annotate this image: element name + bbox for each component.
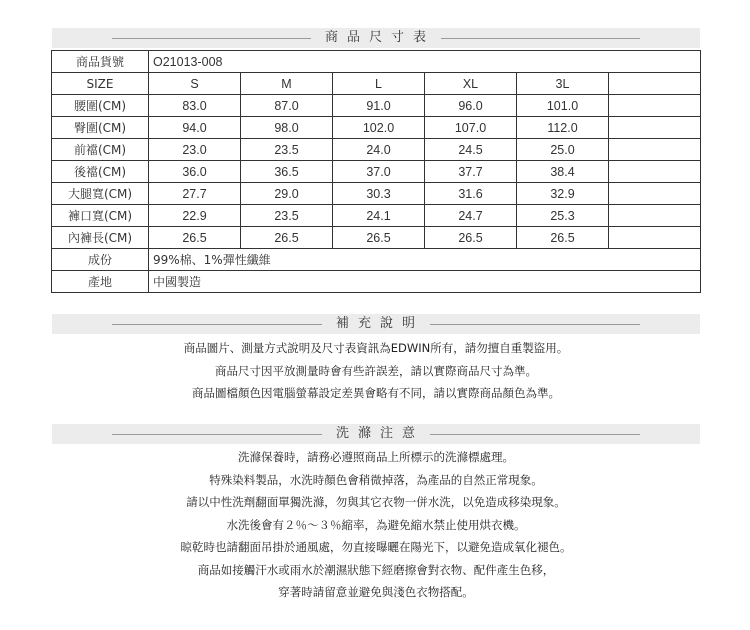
measurement-value: 24.5 [425, 139, 517, 161]
note-line: 商品尺寸因平放測量時會有些許誤差，請以實際商品尺寸為準。 [215, 363, 537, 378]
care-line: 晾乾時也請翻面吊掛於通風處，勿直接曝曬在陽光下，以避免造成氧化褪色。 [180, 540, 572, 554]
care-line: 穿著時請留意並避免與淺色衣物搭配。 [278, 585, 474, 599]
measurement-value: 83.0 [149, 95, 241, 117]
measurement-value: 36.5 [241, 161, 333, 183]
measurement-value: 31.6 [425, 183, 517, 205]
measurement-value: 26.5 [517, 227, 609, 249]
measurement-value: 98.0 [241, 117, 333, 139]
care-line: 特殊染料製品，水洗時顏色會稍微掉落，為產品的自然正常現象。 [209, 472, 543, 487]
measurement-value: 27.7 [149, 183, 241, 205]
table-row [52, 205, 701, 227]
size-header: M [241, 73, 333, 95]
table-row [52, 227, 701, 249]
empty-cell [609, 227, 701, 249]
empty-cell [609, 161, 701, 183]
measurement-value: 30.3 [333, 183, 425, 205]
measurement-value: 26.5 [425, 227, 517, 249]
measurement-label: 臀圍(CM) [52, 117, 149, 139]
measurement-value: 91.0 [333, 95, 425, 117]
measurement-value: 23.5 [241, 139, 333, 161]
measurement-value: 32.9 [517, 183, 609, 205]
measurement-value: 36.0 [149, 161, 241, 183]
table-row [52, 117, 701, 139]
care-line: 水洗後會有２％～３％縮率，為避免縮水禁止使用烘衣機。 [226, 517, 526, 532]
measurement-value: 107.0 [425, 117, 517, 139]
measurement-value: 26.5 [241, 227, 333, 249]
size-header: S [149, 73, 241, 95]
note-line: 商品圖片、測量方式說明及尺寸表資訊為EDWIN所有，請勿擅自重製盜用。 [183, 341, 569, 355]
table-row-product-code [52, 51, 701, 73]
empty-cell [609, 117, 701, 139]
table-row [52, 183, 701, 205]
table-row [52, 95, 701, 117]
measurement-value: 112.0 [517, 117, 609, 139]
measurement-label: 褲口寬(CM) [52, 205, 149, 227]
measurement-value: 23.0 [149, 139, 241, 161]
empty-cell [609, 139, 701, 161]
empty-cell [609, 95, 701, 117]
measurement-value: 26.5 [333, 227, 425, 249]
size-header: L [333, 73, 425, 95]
size-label: SIZE [52, 73, 149, 95]
size-chart-title: 商品尺寸表 [52, 28, 700, 48]
measurement-value: 87.0 [241, 95, 333, 117]
measurement-value: 37.0 [333, 161, 425, 183]
measurement-value: 94.0 [149, 117, 241, 139]
measurement-label: 大腿寬(CM) [52, 183, 149, 205]
supplement-title: 補充說明 [52, 314, 700, 334]
measurement-value: 29.0 [241, 183, 333, 205]
size-header: XL [425, 73, 517, 95]
table-row-sizes [52, 73, 701, 95]
measurement-value: 24.7 [425, 205, 517, 227]
measurement-label: 腰圍(CM) [52, 95, 149, 117]
empty-cell [609, 205, 701, 227]
care-title: 洗滌注意 [52, 424, 700, 444]
measurement-value: 25.0 [517, 139, 609, 161]
measurement-value: 24.1 [333, 205, 425, 227]
measurement-value: 96.0 [425, 95, 517, 117]
care-line: 請以中性洗劑翻面單獨洗滌，勿與其它衣物一併水洗，以免造成移染現象。 [186, 495, 566, 509]
supplement-notes [52, 337, 700, 405]
measurement-label: 前襠(CM) [52, 139, 149, 161]
size-table [51, 50, 701, 293]
measurement-value: 22.9 [149, 205, 241, 227]
origin-value: 中國製造 [149, 271, 701, 293]
empty-cell [609, 183, 701, 205]
table-row-material [52, 249, 701, 271]
measurement-label: 後襠(CM) [52, 161, 149, 183]
care-notes [52, 446, 700, 604]
table-row [52, 139, 701, 161]
size-chart-header [52, 28, 700, 48]
supplement-header [52, 314, 700, 334]
product-code-value: O21013-008 [149, 51, 701, 73]
material-label: 成份 [52, 249, 149, 271]
care-line: 洗滌保養時，請務必遵照商品上所標示的洗滌標處理。 [238, 450, 514, 464]
measurement-value: 25.3 [517, 205, 609, 227]
measurement-value: 38.4 [517, 161, 609, 183]
note-line: 商品圖檔顏色因電腦螢幕設定差異會略有不同，請以實際商品顏色為準。 [192, 386, 560, 400]
product-code-label: 商品貨號 [52, 51, 149, 73]
measurement-value: 24.0 [333, 139, 425, 161]
table-row-origin [52, 271, 701, 293]
size-header: 3L [517, 73, 609, 95]
care-line: 商品如接觸汗水或雨水於潮濕狀態下經磨擦會對衣物、配件產生色移， [197, 562, 555, 577]
measurement-value: 102.0 [333, 117, 425, 139]
origin-label: 產地 [52, 271, 149, 293]
table-row [52, 161, 701, 183]
measurement-value: 26.5 [149, 227, 241, 249]
measurement-label: 內褲長(CM) [52, 227, 149, 249]
empty-cell [609, 73, 701, 95]
care-header [52, 424, 700, 444]
material-value: 99%棉、1%彈性纖維 [149, 249, 701, 271]
measurement-value: 37.7 [425, 161, 517, 183]
measurement-value: 101.0 [517, 95, 609, 117]
measurement-value: 23.5 [241, 205, 333, 227]
